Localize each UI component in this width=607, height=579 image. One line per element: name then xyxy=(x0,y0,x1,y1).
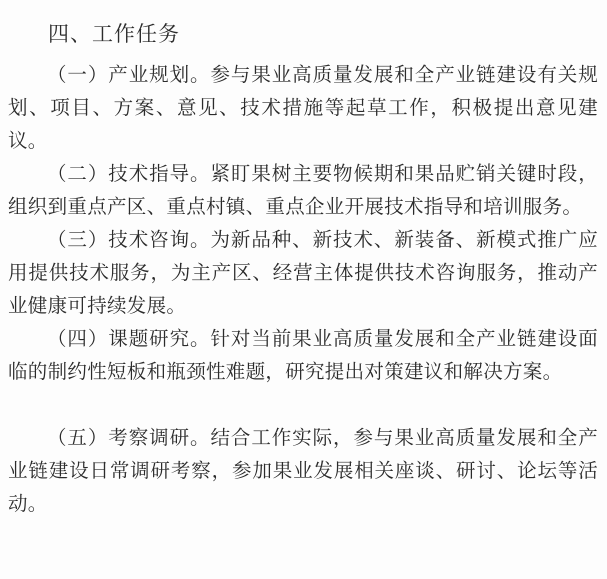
task-text-2: 紧盯果树主要物候期和果品贮销关键时段，组织到重点产区、重点村镇、重点企业开展技术指导和培训服务。 xyxy=(8,162,599,218)
task-paragraph-3 xyxy=(8,223,598,322)
task-paragraph-5 xyxy=(8,421,598,520)
section-heading: 四、工作任务 xyxy=(48,22,180,46)
task-text-5: 结合工作实际，参与果业高质量发展和全产业链建设日常调研考察，参加果业发展相关座谈、研讨、论坛等活动。 xyxy=(8,426,599,515)
task-text-3: 为新品种、新技术、新装备、新模式推广应用提供技术服务，为主产区、经营主体提供技术咨询服务，推动产业健康可持续发展。 xyxy=(8,228,599,317)
task-label-3: （三）技术咨询。 xyxy=(47,228,211,251)
task-label-1: （一）产业规划。 xyxy=(47,63,211,86)
task-text-4: 针对当前果业高质量发展和全产业链建设面临的制约性短板和瓶颈性难题，研究提出对策建议和解决方案。 xyxy=(8,327,599,383)
task-paragraph-4 xyxy=(8,322,598,388)
task-text-1: 参与果业高质量发展和全产业链建设有关规划、项目、方案、意见、技术措施等起草工作，积极提出意见建议。 xyxy=(8,63,599,152)
task-label-5: （五）考察调研。 xyxy=(47,426,211,449)
task-label-4: （四）课题研究。 xyxy=(47,327,211,350)
task-paragraph-2 xyxy=(8,157,598,223)
task-label-2: （二）技术指导。 xyxy=(47,162,211,185)
task-paragraph-1 xyxy=(8,58,598,157)
